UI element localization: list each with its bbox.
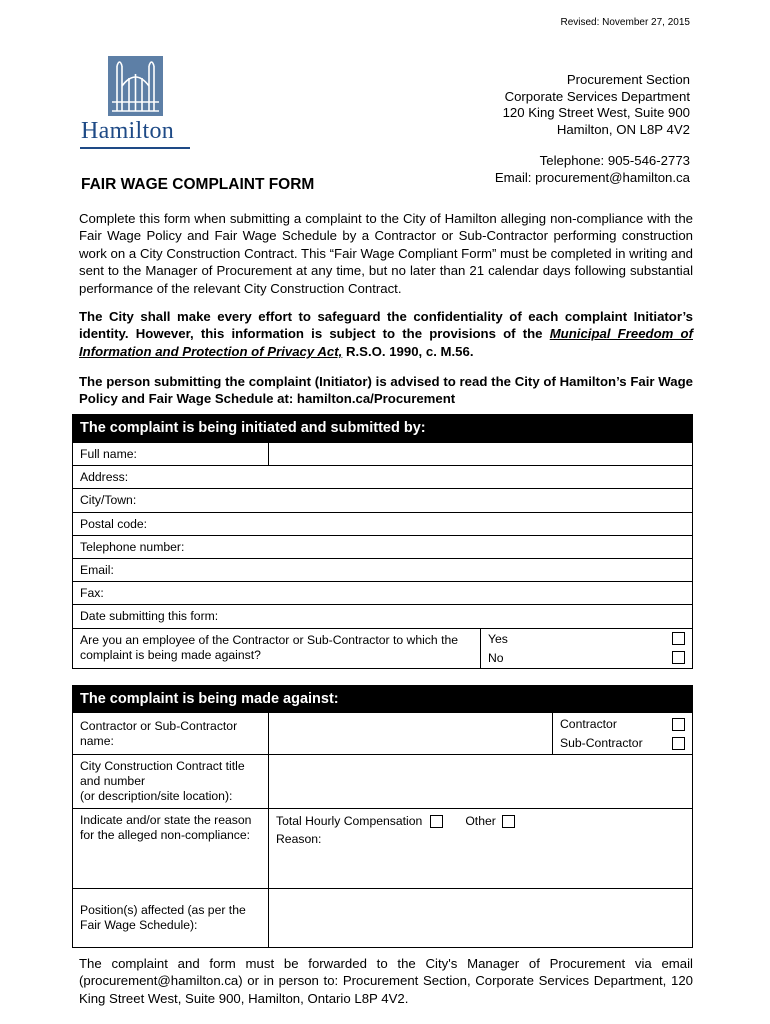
no-label: No bbox=[488, 650, 504, 665]
contractor-name-field[interactable] bbox=[269, 713, 553, 755]
table-row bbox=[73, 889, 693, 948]
footer-instructions: The complaint and form must be forwarded to the City's Manager of Procurement via email (procurement@hamilton.ca) or in person to: Procurement Section, Corporate Services Department, 120 King Street West, Suite 900, Hamilton, Ontario L8P 4V2. bbox=[79, 956, 693, 1006]
table-row bbox=[73, 713, 693, 755]
advice-paragraph: The person submitting the complaint (Initiator) is advised to read the City of Hamilton’s Fair Wage Policy and Fair Wage Schedule at: hamilton.ca/Procurement bbox=[79, 374, 693, 407]
table-row bbox=[73, 558, 693, 581]
address-line: 120 King Street West, Suite 900 bbox=[502, 105, 690, 120]
table-row bbox=[73, 605, 693, 628]
privacy-paragraph: The City shall make every effort to safeguard the confidentiality of each complaint Initiator’s identity. However, this information is subject to the provisions of the Municipal Freedom of Information and Protection of Privacy Act, R.S.O. 1990, c. M.56. bbox=[79, 309, 693, 359]
other-checkbox[interactable] bbox=[502, 815, 515, 828]
full-name-label: Full name: bbox=[73, 443, 269, 466]
subcontractor-checkbox[interactable] bbox=[672, 737, 685, 750]
fax-field[interactable]: Fax: bbox=[73, 582, 693, 605]
telephone-line: Telephone: 905-546-2773 bbox=[539, 153, 690, 168]
other-label: Other bbox=[465, 814, 496, 828]
full-name-field[interactable] bbox=[269, 443, 693, 466]
contractor-name-label: Contractor or Sub-Contractor name: bbox=[73, 713, 269, 755]
address-field[interactable]: Address: bbox=[73, 466, 693, 489]
yes-label: Yes bbox=[488, 631, 508, 646]
table-row bbox=[73, 489, 693, 512]
reason-label: Indicate and/or state the reason for the alleged non-compliance: bbox=[73, 809, 269, 889]
respondent-table bbox=[72, 712, 693, 948]
total-hourly-checkbox[interactable] bbox=[430, 815, 443, 828]
initiator-table bbox=[72, 442, 693, 669]
address-line: Procurement Section bbox=[566, 72, 690, 87]
table-row bbox=[73, 535, 693, 558]
section-initiator-header: The complaint is being initiated and submitted by: bbox=[72, 414, 693, 442]
table-row bbox=[73, 443, 693, 466]
yes-checkbox[interactable] bbox=[672, 632, 685, 645]
reason-field[interactable] bbox=[269, 809, 693, 889]
table-row bbox=[73, 582, 693, 605]
hamilton-logo bbox=[78, 52, 193, 152]
revised-date: Revised: November 27, 2015 bbox=[560, 17, 690, 28]
positions-label: Position(s) affected (as per the Fair Wage Schedule): bbox=[73, 889, 269, 948]
date-field[interactable]: Date submitting this form: bbox=[73, 605, 693, 628]
table-row bbox=[73, 755, 693, 809]
reason-text-label: Reason: bbox=[276, 832, 322, 846]
intro-paragraph: Complete this form when submitting a complaint to the City of Hamilton alleging non-compliance with the Fair Wage Policy and Fair Wage Schedule by a Contractor or Sub-Contractor performing construction work on a City Construction Contract. This “Fair Wage Compliant Form” must be completed in writing and sent to the Manager of Procurement at any time, but no later than 21 calendar days following substantial performance of the relevant City Construction Contract. bbox=[79, 211, 693, 296]
department-address bbox=[503, 72, 690, 138]
postal-code-field[interactable]: Postal code: bbox=[73, 512, 693, 535]
contact-info bbox=[495, 153, 690, 186]
city-field[interactable]: City/Town: bbox=[73, 489, 693, 512]
employee-question: Are you an employee of the Contractor or Sub-Contractor to which the complaint is being made against? bbox=[73, 628, 481, 668]
positions-field[interactable] bbox=[269, 889, 693, 948]
act-name: Municipal Freedom of bbox=[549, 326, 693, 342]
email-line: Email: procurement@hamilton.ca bbox=[494, 169, 690, 185]
table-row bbox=[73, 466, 693, 489]
contract-title-field[interactable] bbox=[269, 755, 693, 809]
contract-title-label: City Construction Contract title and number (or description/site location): bbox=[73, 755, 269, 809]
act-name-cont: Information and Protection of Privacy Act, bbox=[79, 343, 343, 359]
telephone-field[interactable]: Telephone number: bbox=[73, 535, 693, 558]
table-row bbox=[73, 628, 693, 668]
contractor-checkbox[interactable] bbox=[672, 718, 685, 731]
subcontractor-label: Sub-Contractor bbox=[560, 736, 643, 750]
section-respondent-header: The complaint is being made against: bbox=[72, 685, 693, 713]
logo-emblem-icon bbox=[108, 56, 163, 116]
address-line: Hamilton, ON L8P 4V2 bbox=[556, 121, 690, 137]
contractor-label: Contractor bbox=[560, 717, 617, 731]
address-line: Corporate Services Department bbox=[504, 88, 690, 104]
form-title: FAIR WAGE COMPLAINT FORM bbox=[81, 176, 315, 193]
email-field[interactable]: Email: bbox=[73, 558, 693, 581]
table-row bbox=[73, 809, 693, 889]
no-checkbox[interactable] bbox=[672, 651, 685, 664]
table-row bbox=[73, 512, 693, 535]
logo-rule bbox=[80, 147, 190, 149]
logo-wordmark: Hamilton bbox=[81, 118, 175, 144]
contractor-type-choice bbox=[553, 713, 693, 755]
employee-choice bbox=[481, 628, 693, 668]
total-hourly-label: Total Hourly Compensation bbox=[276, 814, 423, 828]
